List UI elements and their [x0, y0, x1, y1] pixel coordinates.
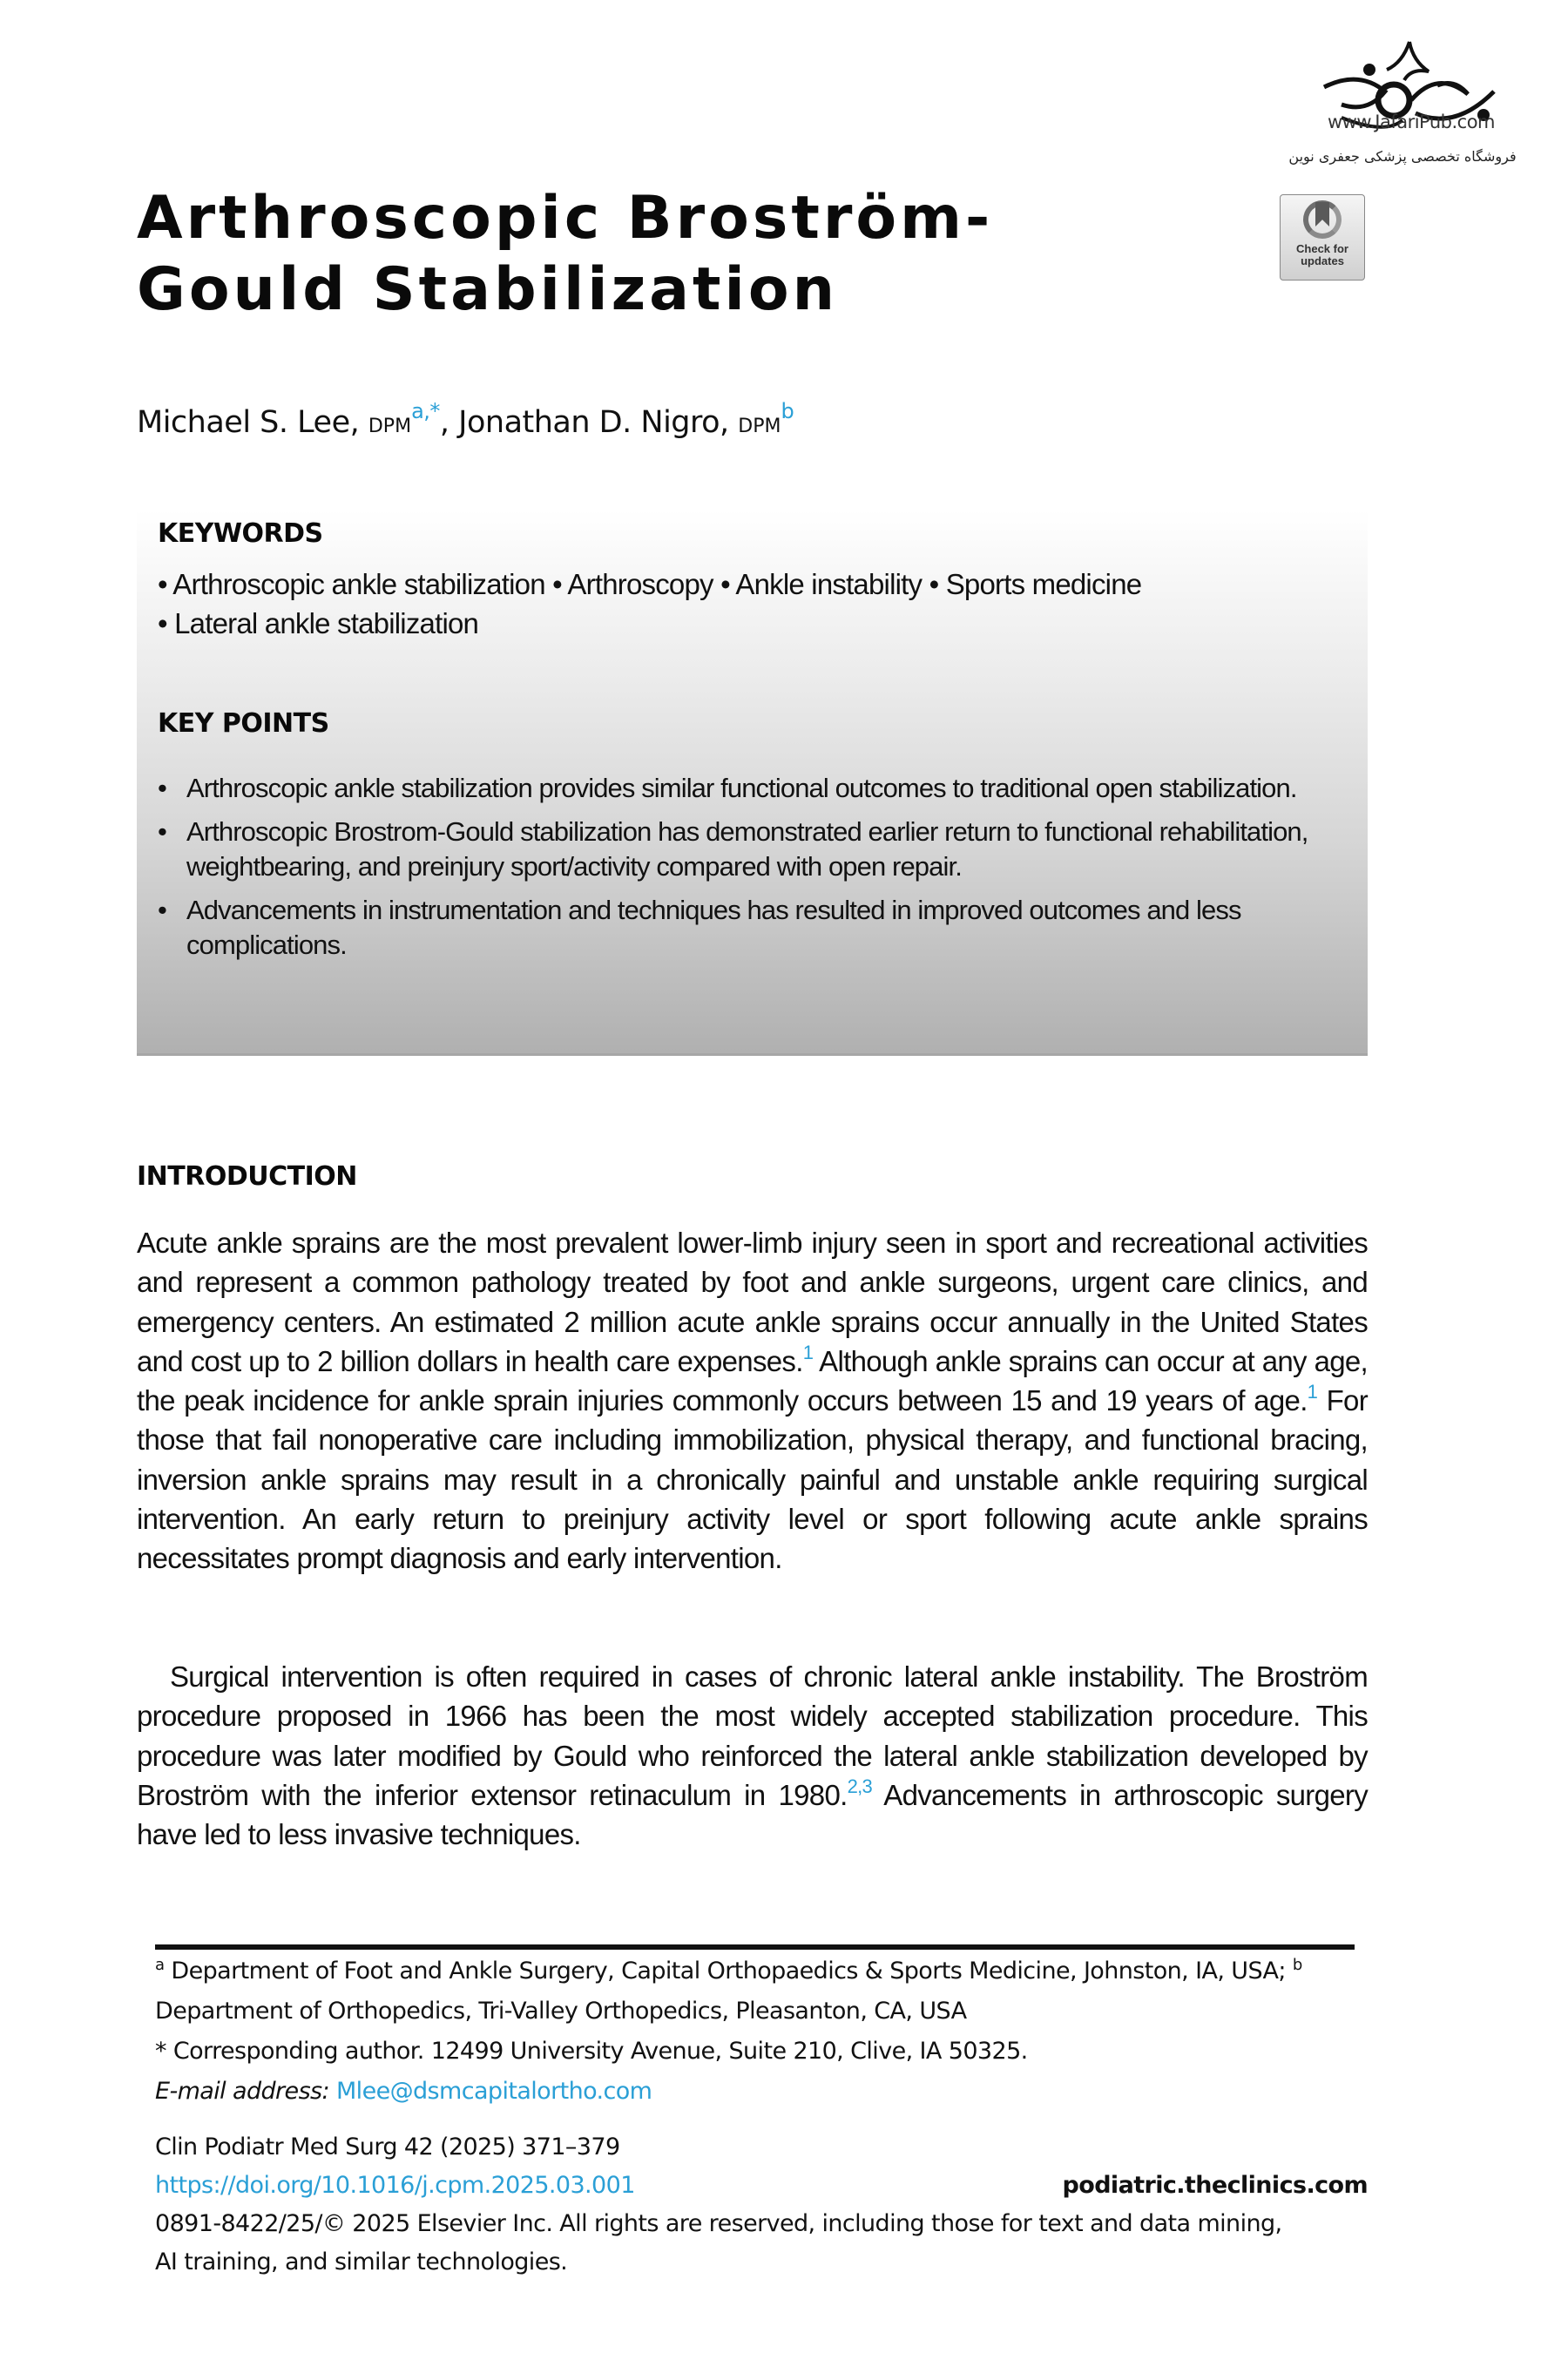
journal-website[interactable]: podiatric.theclinics.com	[1062, 2172, 1368, 2199]
keywords-list	[158, 565, 1360, 643]
author-degree: DPM	[738, 416, 781, 437]
check-updates-label: Check for updates	[1296, 242, 1348, 267]
check-for-updates-button[interactable]	[1280, 194, 1365, 281]
key-points-list	[158, 771, 1360, 971]
reference-link[interactable]: 1	[802, 1341, 814, 1363]
reference-link[interactable]: 2,3	[847, 1775, 873, 1797]
key-point-item: • Arthroscopic Brostrom-Gould stabilization has demonstrated earlier return to functional rehabilitation, weightbearing, and preinjury sport/activity compared with open repair.	[158, 815, 1360, 884]
key-points-heading: KEY POINTS	[158, 708, 329, 739]
citation-block	[155, 2128, 1375, 2282]
author-degree: DPM	[368, 416, 412, 437]
reference-link[interactable]: 1	[1307, 1381, 1318, 1403]
keywords-heading: KEYWORDS	[158, 518, 323, 549]
doi-link[interactable]: https://doi.org/10.1016/j.cpm.2025.03.001	[155, 2172, 635, 2199]
body-paragraph: Acute ankle sprains are the most prevalent lower-limb injury seen in sport and recreational activities and represent a common pathology treated by foot and ankle surgeons, urgent care clinics, and emergency centers. An estimated 2 million acute ankle sprains occur annually in the United States and cost up to 2 billion dollars in health care expenses.$^1$ Although ankle sprains can occur at any age, the peak incidence for ankle sprain injuries commonly occurs between 15 and 19 years of age.$^1$ For those that fail nonoperative care including immobilization, physical therapy, and functional bracing, inversion ankle sprains may result in a chronically painful and unstable ankle requiring surgical intervention. An early return to preinjury activity level or sport following acute ankle sprains necessitates prompt diagnosis and early intervention.	[137, 1227, 1368, 1575]
affiliations: $^a$ Department of Foot and Ankle Surgery, Capital Orthopaedics & Sports Medicine, Johnston, IA, USA; $^b$ Department of Orthopedics, Tri-Valley Orthopedics, Pleasanton, CA, USA	[155, 1956, 1302, 2025]
affiliation-link[interactable]: b	[781, 399, 794, 423]
journal-citation: Clin Podiatr Med Surg 42 (2025) 371–379	[155, 2133, 620, 2161]
footnotes	[155, 1951, 1375, 2112]
keywords-line: • Arthroscopic ankle stabilization • Arthroscopy • Ankle instability • Sports medicine	[158, 568, 1142, 600]
author-list	[137, 399, 794, 440]
publisher-tagline: فروشگاه تخصصی پزشکی جعفری نوین	[1288, 148, 1517, 165]
section-heading-introduction: INTRODUCTION	[137, 1161, 357, 1192]
keywords-box	[137, 510, 1368, 1056]
keywords-line: • Lateral ankle stabilization	[158, 607, 479, 639]
email-line	[155, 2072, 1375, 2112]
affiliation-link[interactable]: a,*	[411, 399, 440, 423]
body-paragraph: Surgical intervention is often required in cases of chronic lateral ankle instability. The Broström procedure proposed in 1966 has been the most widely accepted stabilization procedure. This procedure was later modified by Gould who reinforced the lateral ankle stabilization developed by Broström with the inferior extensor retinaculum in 1980.$^{2,3}$ Advancements in arthroscopic surgery have led to less invasive techniques.	[137, 1660, 1368, 1851]
corresponding-author: * Corresponding author. 12499 University Avenue, Suite 210, Clive, IA 50325.	[155, 2038, 1028, 2065]
email-link[interactable]: Mlee@dsmcapitalortho.com	[335, 2078, 652, 2105]
key-point-item: • Advancements in instrumentation and techniques has resulted in improved outcomes and less complications.	[158, 893, 1360, 963]
footnote-divider	[155, 1944, 1355, 1950]
copyright-line: 0891-8422/25/© 2025 Elsevier Inc. All rights are reserved, including those for text and data mining,	[155, 2210, 1282, 2237]
publisher-url[interactable]: www.JafariPub.com	[1327, 112, 1496, 132]
author-name: Michael S. Lee,	[137, 405, 368, 440]
article-title: Arthroscopic Broström- Gould Stabilization	[137, 184, 994, 324]
copyright-line: AI training, and similar technologies.	[155, 2248, 568, 2275]
key-point-item: • Arthroscopic ankle stabilization provides similar functional outcomes to traditional open stabilization.	[158, 771, 1360, 806]
author-name: , Jonathan D. Nigro,	[439, 405, 739, 440]
email-label: E-mail address:	[155, 2078, 329, 2105]
